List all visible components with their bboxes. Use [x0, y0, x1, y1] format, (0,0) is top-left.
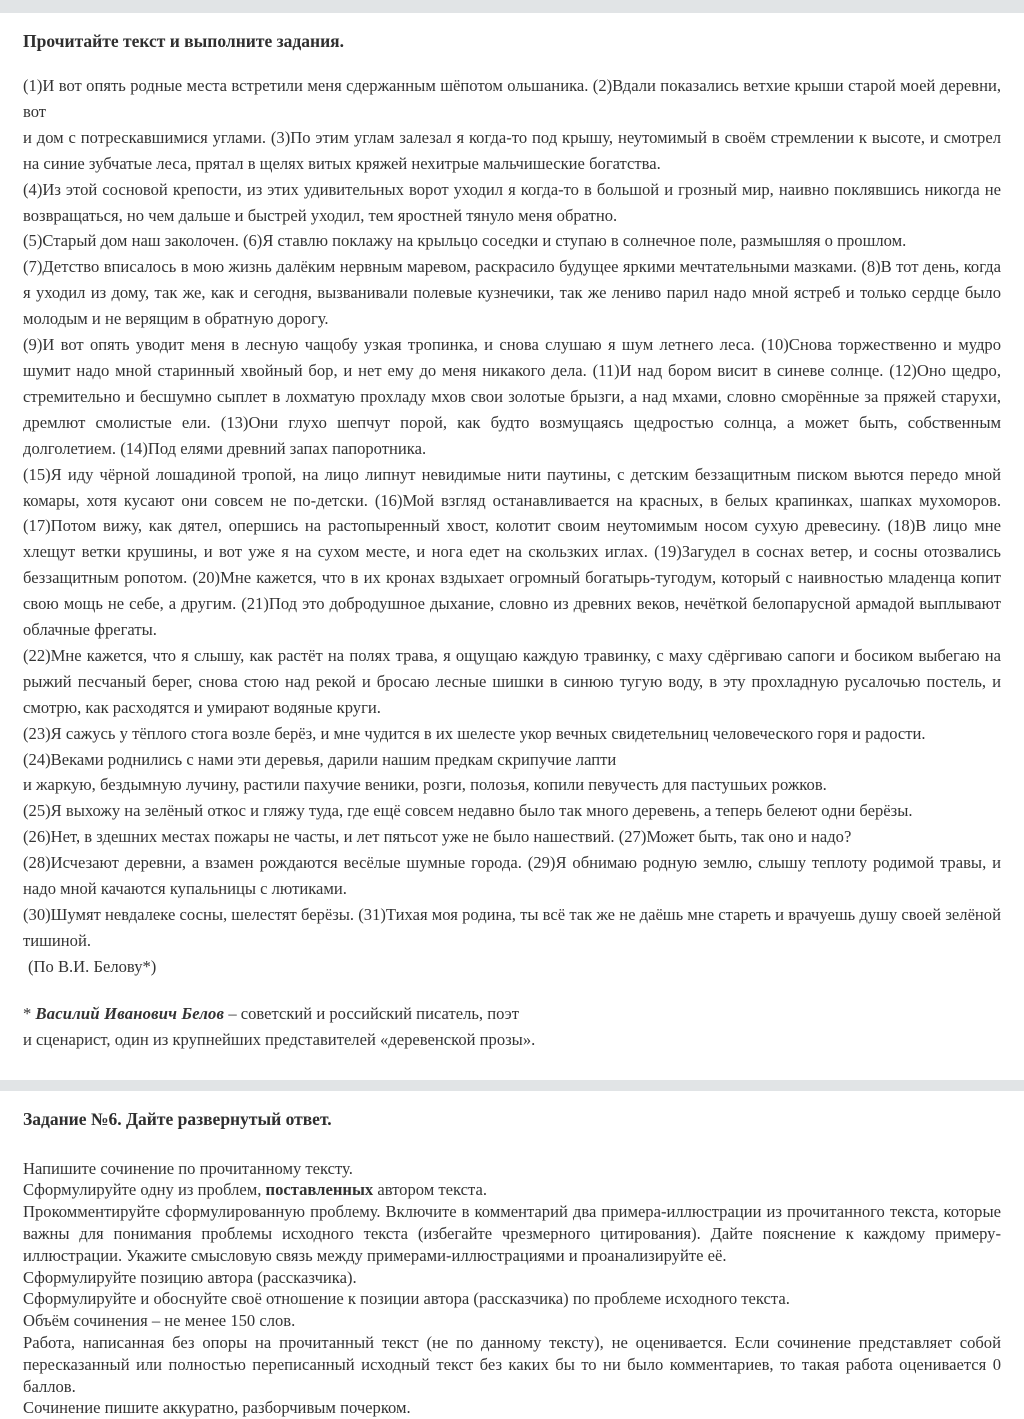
- task-title: Задание №6. Дайте развернутый ответ.: [23, 1108, 332, 1129]
- footnote-description-line2: и сценарист, один из крупнейших представителей «деревенской прозы».: [23, 1029, 536, 1049]
- text-paragraph: (5)Старый дом наш заколочен. (6)Я ставлю поклажу на крыльцо соседки и ступаю в солнечное поле, размышляя о прошлом.: [23, 231, 907, 251]
- task-section: [0, 1108, 1024, 1419]
- text-paragraph: (30)Шумят невдалеке сосны, шелестят берёзы. (31)Тихая моя родина, ты всё так же не даёшь мне стареть и врачуешь душу своей зелёной тишиной.: [23, 905, 1001, 950]
- author-footnote: [23, 1001, 1001, 1053]
- source-text: [23, 73, 1001, 954]
- text-paragraph: (23)Я сажусь у тёплого стога возле берёз, и мне чудится в их шелесте укор вечных свидетельниц человеческого горя и радости.: [23, 723, 926, 743]
- text-paragraph: (26)Нет, в здешних местах пожары не часты, и лет пятьсот уже не было нашествий. (27)Может быть, так оно и надо?: [23, 827, 852, 847]
- text-paragraph: (24)Веками роднились с нами эти деревья, дарили нашим предкам скрипучие лапти и жаркую, бездымную лучину, растили пахучие веники, розги, полозья, копили певучесть для пастушьих рожков.: [23, 749, 827, 795]
- text-paragraph: (4)Из этой сосновой крепости, из этих удивительных ворот уходил я когда-то в большой и грозный мир, наивно поклявшись никогда не возвращаться, но чем дальше и быстрей уходил, тем яростней тянуло меня обратно.: [23, 179, 1001, 225]
- text-attribution: (По В.И. Белову*): [28, 956, 157, 976]
- top-divider-bar: [0, 0, 1024, 13]
- task-instruction-line: Сочинение пишите аккуратно, разборчивым почерком.: [23, 1398, 411, 1418]
- task-instruction-line: Сформулируйте и обоснуйте своё отношение к позиции автора (рассказчика) по проблеме исходного текста.: [23, 1289, 790, 1309]
- text-paragraph: (1)И вот опять родные места встретили меня сдержанным шёпотом ольшаника. (2)Вдали показались ветхие крыши старой моей деревни, вот и дом с потрескавшимися углами. (3)По этим углам залезал я когда-то под крышу, неутомимый в своём стремлении к высоте, и смотрел на синие зубчатые леса, прятал в щелях витых кряжей нехитрые мальчишеские богатства.: [23, 76, 1001, 173]
- text-paragraph: (28)Исчезают деревни, а взамен рождаются весёлые шумные города. (29)Я обнимаю родную землю, слышу теплоту родимой травы, и надо мной качаются купальницы с лютиками.: [23, 853, 1001, 899]
- reading-section: [0, 30, 1024, 1053]
- section-divider-bar: [0, 1080, 1024, 1091]
- footnote-author-name: Василий Иванович Белов: [35, 1003, 225, 1023]
- task-instruction-line: Сформулируйте одну из проблем, поставленных автором текста.: [23, 1180, 487, 1200]
- task-instruction-line: Прокомментируйте сформулированную проблему. Включите в комментарий два примера-иллюстрации из прочитанного текста, которые важны для понимания проблемы исходного текста (избегайте чрезмерного цитирования). Дайте пояснение к каждому примеру-иллюстрации. Укажите смысловую связь между примерами-иллюстрациями и проанализируйте её.: [23, 1202, 1001, 1265]
- text-paragraph: (15)Я иду чёрной лошадиной тропой, на лицо липнут невидимые нити паутины, с детским беззащитным писком вьются передо мной комары, хотя кусают они совсем не по-детски. (16)Мой взгляд останавливается на красных, в белых крапинках, шапках мухоморов. (17)Потом вижу, как дятел, опершись на растопыренный хвост, колотит своим неутомимым носом сухую древесину. (18)В лицо мне хлещут ветки крушины, и вот уже я на сухом месте, и нога едет на скользких иглах. (19)Загудел в соснах ветер, и сосны отозвались беззащитным ропотом. (20)Мне кажется, что в их кронах вздыхает огромный богатырь-тугодум, который с наивностью младенца копит свою мощь не себе, а другим. (21)Под это добродушное дыхание, словно из древних веков, нечёткой белопарусной армадой выплывают облачные фрегаты.: [23, 464, 1001, 640]
- reading-instruction-title: Прочитайте текст и выполните задания.: [23, 31, 345, 51]
- footnote-marker: *: [23, 1003, 36, 1023]
- footnote-description: – советский и российский писатель, поэт: [224, 1003, 519, 1023]
- text-paragraph: (7)Детство вписалось в мою жизнь далёким нервным маревом, раскрасило будущее яркими мечтательными мазками. (8)В тот день, когда я уходил из дому, так же, как и сегодня, вызванивали полевые кузнечики, так же лениво парил надо мной ястреб и только сердце было молодым и не верящим в обратную дорогу.: [23, 257, 1001, 329]
- task-instruction-line: Напишите сочинение по прочитанному тексту.: [23, 1158, 353, 1178]
- text-paragraph: (9)И вот опять уводит меня в лесную чащобу узкая тропинка, и снова слушаю я шум летнего леса. (10)Снова торжественно и мудро шумит надо мной старинный хвойный бор, и нет ему до меня никакого дела. (11)И над бором висит в синеве солнце. (12)Оно щедро, стремительно и бесшумно сыплет в лохматую прохладу мхов свои золотые брызги, а над мхами, словно сморённые за пряжей старухи, дремлют смолистые ели. (13)Они глухо шепчут порой, как будто возмущаясь щедростью солнца, а может быть, собственным долголетием. (14)Под елями древний запах папоротника.: [23, 335, 1001, 458]
- task-instruction-line: Объём сочинения – не менее 150 слов.: [23, 1311, 296, 1331]
- text-paragraph: (22)Мне кажется, что я слышу, как растёт на полях трава, я ощущаю каждую травинку, с маху сдёргиваю сапоги и босиком выбегаю на рыжий песчаный берег, снова стою над рекой и бросаю лесные шишки в синюю тугую воду, в эту прохладную русалочью постель, и смотрю, как расходятся и умирают водяные круги.: [23, 645, 1001, 717]
- text-paragraph: (25)Я выхожу на зелёный откос и гляжу туда, где ещё совсем недавно было так много деревень, а теперь белеют одни берёзы.: [23, 801, 913, 821]
- task-instruction-line: Работа, написанная без опоры на прочитанный текст (не по данному тексту), не оценивается. Если сочинение представляет собой пересказанный или полностью переписанный исходный текст без каких бы то ни было комментариев, то такая работа оценивается 0 баллов.: [23, 1332, 1001, 1396]
- task-instruction-line: Сформулируйте позицию автора (рассказчика).: [23, 1267, 357, 1287]
